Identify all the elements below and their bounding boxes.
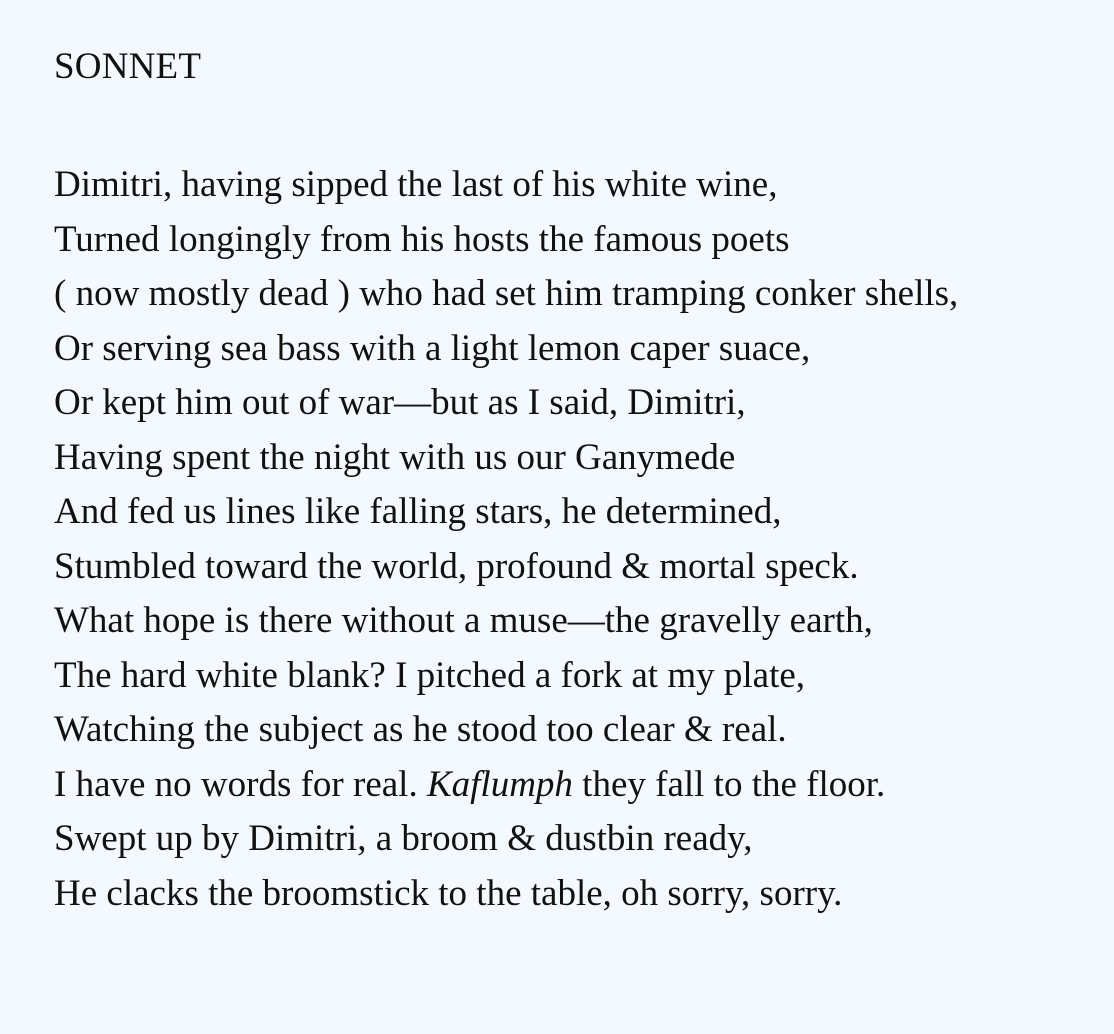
poem-line-8: Stumbled toward the world, profound & mortal speck.: [54, 545, 859, 587]
poem-line-4: Or serving sea bass with a light lemon caper suace,: [54, 327, 811, 369]
poem-line-14: He clacks the broomstick to the table, oh sorry, sorry.: [54, 872, 843, 914]
poem-line-1: Dimitri, having sipped the last of his white wine,: [54, 164, 778, 205]
poem-line-10: The hard white blank? I pitched a fork at my plate,: [54, 654, 806, 696]
poem-title: SONNET: [54, 46, 202, 87]
poem-line-2: Turned longingly from his hosts the famous poets: [54, 218, 790, 260]
poem-line-6: Having spent the night with us our Ganymede: [54, 436, 736, 478]
poem-line-5: Or kept him out of war—but as I said, Dimitri,: [54, 382, 746, 423]
poem-line-11: Watching the subject as he stood too clear & real.: [54, 709, 787, 750]
poem-line-12: [54, 758, 1114, 813]
poem-line-7: And fed us lines like falling stars, he determined,: [54, 491, 782, 532]
poem-line-9: What hope is there without a muse—the gravelly earth,: [54, 600, 873, 641]
poem-line-12-after: they fall to the floor.: [572, 763, 886, 805]
poem-body: [54, 158, 1114, 921]
poem-line-13: Swept up by Dimitri, a broom & dustbin ready,: [54, 818, 753, 859]
poem-line-3: ( now mostly dead ) who had set him tramping conker shells,: [54, 273, 959, 314]
poem-line-12-before: I have no words for real.: [54, 763, 427, 805]
italic-word: Kaflumph: [426, 763, 573, 805]
